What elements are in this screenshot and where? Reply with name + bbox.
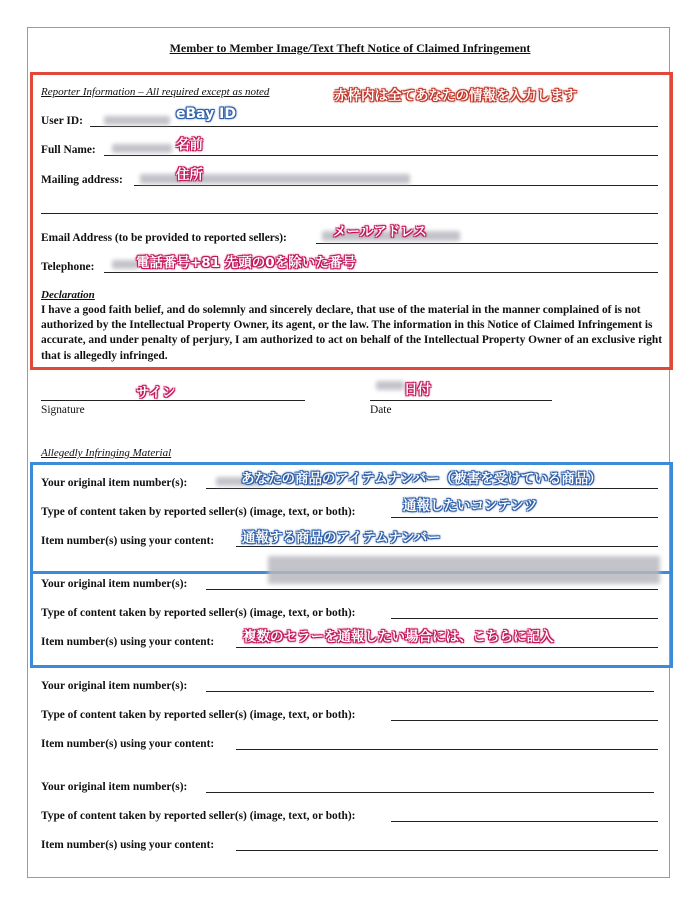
original-item-field-4[interactable]	[206, 792, 654, 793]
annotation-phone: 電話番号+81 先頭の0を除いた番号	[136, 255, 356, 271]
using-item-value-blurred-1	[268, 556, 660, 584]
content-type-field-1[interactable]	[391, 517, 658, 518]
mailing-address-field[interactable]	[134, 185, 658, 186]
content-type-field-4[interactable]	[391, 821, 658, 822]
original-item-label-4: Your original item number(s):	[41, 781, 188, 793]
annotation-report-item: 通報する商品のアイテムナンバー	[242, 530, 441, 546]
telephone-value-blurred	[112, 260, 138, 269]
using-item-field-1[interactable]	[236, 546, 658, 547]
material-heading: Allegedly Infringing Material	[41, 447, 172, 459]
original-item-field-3[interactable]	[206, 691, 654, 692]
date-value-blurred	[376, 381, 404, 390]
mailing-address-label: Mailing address:	[41, 174, 123, 186]
content-type-field-2[interactable]	[391, 618, 658, 619]
telephone-field[interactable]	[104, 272, 658, 273]
declaration-text: I have a good faith belief, and do solemnly and sincerely declare, that use of the material in the manner complained of is not authorized by the Intellectual Property Owner, its agent, or the law. The information in this Notice of Claimed Infringement is accurate, and under penalty of perjury, I am authorized to act on behalf of the Intellectual Property Owner of an exclusive right that is allegedly infringed.	[41, 304, 663, 362]
content-type-label-3: Type of content taken by reported seller(s) (image, text, or both):	[41, 709, 356, 721]
annotation-content: 通報したいコンテンツ	[403, 498, 538, 514]
annotation-original-item: あなたの商品のアイテムナンバー（被害を受けている商品）	[241, 471, 602, 487]
full-name-label: Full Name:	[41, 144, 96, 156]
content-type-label-2: Type of content taken by reported seller(s) (image, text, or both):	[41, 607, 356, 619]
user-id-field[interactable]	[90, 126, 658, 127]
telephone-label: Telephone:	[41, 261, 95, 273]
using-item-label-4: Item number(s) using your content:	[41, 839, 215, 851]
date-label: Date	[370, 404, 392, 416]
full-name-value-blurred	[112, 144, 172, 153]
annotation-email: メールアドレス	[333, 224, 427, 240]
annotation-red-box: 赤枠内は全てあなたの情報を入力します	[334, 88, 577, 104]
using-item-label-2: Item number(s) using your content:	[41, 636, 215, 648]
annotation-name: 名前	[176, 137, 203, 153]
content-type-label-4: Type of content taken by reported seller(s) (image, text, or both):	[41, 810, 356, 822]
annotation-multiple: 複数のセラーを通報したい場合には、こちらに記入	[243, 629, 554, 645]
mailing-address-field-line2[interactable]	[41, 213, 658, 214]
annotation-ebay-id: eBay ID	[176, 106, 237, 122]
using-item-label-3: Item number(s) using your content:	[41, 738, 215, 750]
user-id-value-blurred	[104, 116, 170, 125]
annotation-date: 日付	[404, 382, 431, 398]
original-item-label-1: Your original item number(s):	[41, 477, 188, 489]
using-item-field-2[interactable]	[236, 647, 658, 648]
email-label: Email Address (to be provided to reported sellers):	[41, 232, 287, 244]
using-item-label-1: Item number(s) using your content:	[41, 535, 215, 547]
date-field[interactable]	[370, 400, 552, 401]
form-title: Member to Member Image/Text Theft Notice of Claimed Infringement	[169, 41, 531, 55]
original-item-field-1[interactable]	[206, 488, 658, 489]
content-type-field-3[interactable]	[391, 720, 658, 721]
original-item-label-3: Your original item number(s):	[41, 680, 188, 692]
original-item-label-2: Your original item number(s):	[41, 578, 188, 590]
annotation-address: 住所	[176, 167, 203, 183]
using-item-field-3[interactable]	[236, 749, 658, 750]
full-name-field[interactable]	[104, 155, 658, 156]
email-field[interactable]	[316, 243, 658, 244]
reporter-heading: Reporter Information – All required except as noted	[41, 86, 270, 98]
using-item-field-4[interactable]	[236, 850, 658, 851]
original-item-field-2[interactable]	[206, 589, 658, 590]
declaration-heading: Declaration	[41, 289, 95, 301]
user-id-label: User ID:	[41, 115, 83, 127]
annotation-sign: サイン	[136, 385, 176, 401]
content-type-label-1: Type of content taken by reported seller(s) (image, text, or both):	[41, 506, 356, 518]
signature-label: Signature	[41, 404, 85, 416]
